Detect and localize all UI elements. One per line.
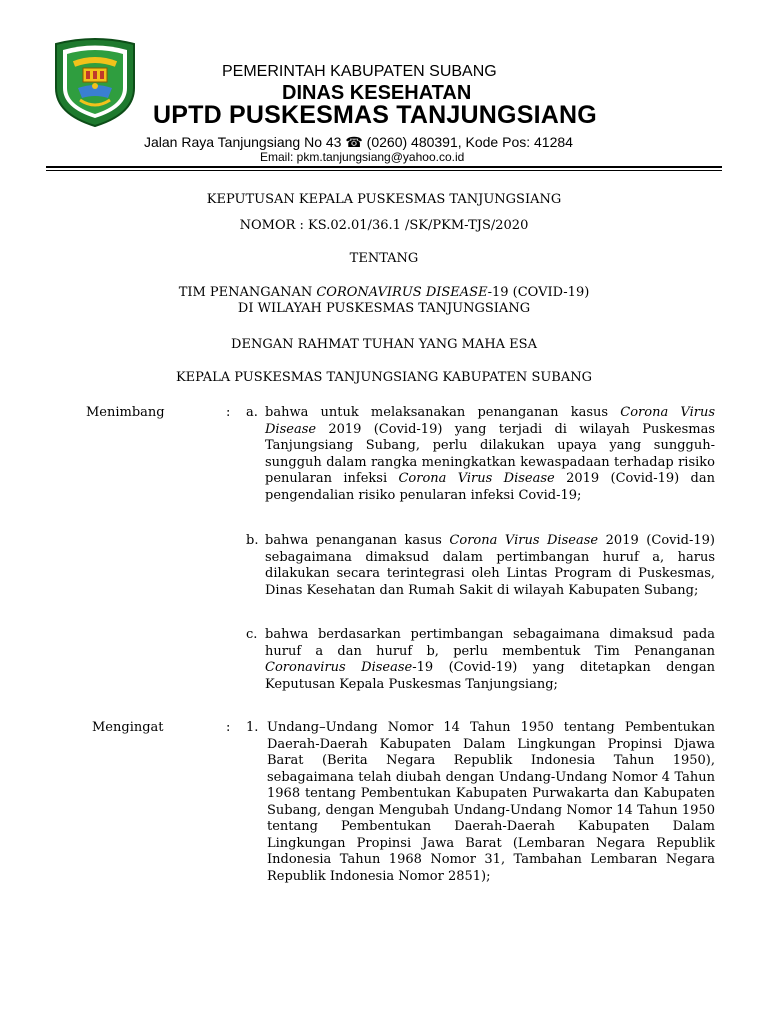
decree-subject-line2: DI WILAYAH PUSKESMAS TANJUNGSIANG — [237, 301, 531, 316]
subject-prefix: TIM PENANGANAN — [178, 285, 317, 300]
letterhead-rule-thick — [46, 166, 722, 168]
considering-label: Menimbang — [86, 405, 165, 420]
italic-term: Coronavirus Disease — [265, 660, 413, 675]
italic-term: Corona Virus Disease — [449, 533, 599, 548]
decree-subject — [0, 285, 768, 300]
considering-a-text — [265, 405, 715, 504]
text-segment: bahwa penanganan kasus — [265, 533, 450, 548]
italic-term: Corona Virus Disease — [265, 405, 715, 437]
address-line — [144, 134, 573, 151]
email-line: Email: pkm.tanjungsiang@yahoo.co.id — [260, 150, 465, 164]
considering-b-text — [265, 533, 715, 599]
subject-suffix: -19 (COVID-19) — [487, 285, 590, 300]
letterhead-rule-thin — [46, 170, 722, 171]
text-segment: 2019 (Covid-19) yang terjadi di wilayah Puskesmas Tanjungsiang Subang, perlu dilakukan upaya yang sungguh-sungguh dalam rangka meningkatkan kewaspadaan terhadap risiko penularan infeksi — [265, 421, 715, 486]
text-segment: 2019 (Covid-19) sebagaimana dimaksud dalam pertimbangan huruf a, harus dilakukan secara terintegrasi oleh Lintas Program di Puskesmas, Dinas Kesehatan dan Rumah Sakit di wilayah Kabupaten Subang; — [265, 533, 715, 598]
decree-issuer: KEPALA PUSKESMAS TANJUNGSIANG KABUPATEN SUBANG — [175, 370, 593, 385]
subang-regency-logo — [50, 36, 140, 128]
remembering-1-text: Undang–Undang Nomor 14 Tahun 1950 tentang Pembentukan Daerah-Daerah Kabupaten Dalam Lingkungan Propinsi Djawa Barat (Berita Negara Republik Indonesia Tahun 1950), sebagaimana telah diubah dengan Undang-Undang Nomor 4 Tahun 1968 tentang Pembentukan Kabupaten Purwakarta dan Kabupaten Subang, dengan Mengubah Undang-Undang Nomor 14 Tahun 1950 tentang Pembentukan Daerah-Daerah Kabupaten Dalam Lingkungan Propinsi Jawa Barat (Lembaran Negara Republik Indonesia Tahun 1968 Nomor 31, Tambahan Lembaran Negara Republik Indonesia Nomor 2851); — [267, 720, 715, 884]
considering-b-marker: b. — [246, 533, 259, 548]
decree-title: KEPUTUSAN KEPALA PUSKESMAS TANJUNGSIANG — [206, 192, 562, 207]
text-segment: bahwa untuk melaksanakan penanganan kasus — [265, 405, 621, 420]
decree-about: TENTANG — [349, 251, 419, 266]
text-segment: -19 (Covid-19) yang ditetapkan dengan Keputusan Kepala Puskesmas Tanjungsiang; — [265, 660, 715, 692]
remembering-1-marker: 1. — [246, 720, 259, 735]
remembering-colon: : — [226, 720, 231, 735]
considering-c-text — [265, 627, 715, 693]
considering-colon: : — [226, 405, 231, 420]
address-phone-postcode: (0260) 480391, Kode Pos: 41284 — [366, 134, 573, 150]
considering-c-marker: c. — [246, 627, 258, 642]
remembering-label: Mengingat — [92, 720, 164, 735]
decree-number: NOMOR : KS.02.01/36.1 /SK/PKM-TJS/2020 — [239, 218, 529, 233]
text-segment: 2019 (Covid-19) dan pengendalian risiko penularan infeksi Covid-19; — [265, 471, 715, 503]
address-street: Jalan Raya Tanjungsiang No 43 — [144, 134, 342, 150]
considering-a-marker: a. — [246, 405, 258, 420]
unit-name: UPTD PUSKESMAS TANJUNGSIANG — [153, 101, 597, 129]
decree-blessing: DENGAN RAHMAT TUHAN YANG MAHA ESA — [231, 337, 537, 352]
italic-term: Corona Virus Disease — [398, 471, 555, 486]
phone-icon: ☎ — [345, 134, 363, 150]
government-name: PEMERINTAH KABUPATEN SUBANG — [222, 63, 497, 80]
agency-name: DINAS KESEHATAN — [282, 82, 472, 104]
subject-italic: CORONAVIRUS DISEASE — [316, 285, 488, 300]
text-segment: bahwa berdasarkan pertimbangan sebagaimana dimaksud pada huruf a dan huruf b, perlu membentuk Tim Penanganan — [265, 627, 715, 659]
